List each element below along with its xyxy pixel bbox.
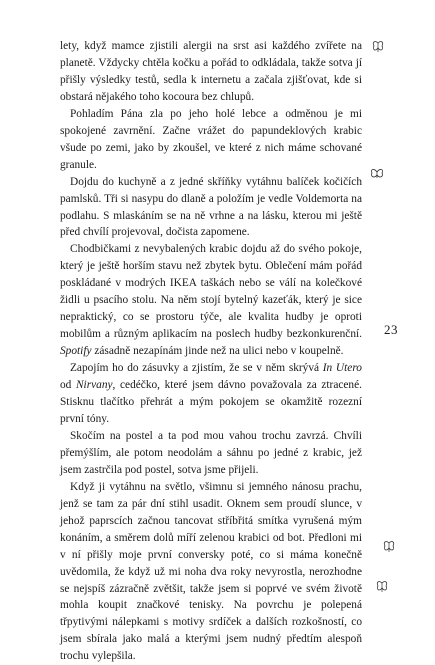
paragraph: Chodbičkami z nevybalených krabic dojdu až do svého pokoje, který je ještě horším stavu než zbytek bytu. Oblečení mám pořád poskládané v modrých IKEA taškách nebo se válí na kolečkové židli u psacího stolu. Na něm stojí bytelný kazeťák, který je sice nepraktický, co se prostoru týče, ale kvalita hudby je oproti mobilům a různým aplikacím na poslech hudby bezkonkurenční. Spotify zásadně nezapínám jinde než na ulici nebo v koupelně. — [60, 243, 362, 358]
paragraph: Zapojím ho do zásuvky a zjistím, že se v něm skrývá In Utero od Nirvany, cedéčko, které jsem dávno považovala za ztracené. Stisknu tlačítko přehrát a mým pokojem se okamžitě rozezní první tóny. — [60, 362, 362, 425]
page-number: 23 — [384, 322, 398, 337]
butterfly-icon — [376, 580, 388, 594]
butterfly-icon — [372, 40, 384, 54]
paragraph: Když ji vytáhnu na světlo, všimnu si jemného nánosu prachu, jenž se tam za pár dní stihl usadit. Oknem sem proudí slunce, v jehož paprscích začnou tancovat stříbřitá smítka vyrušená mým konáním, a směrem dolů míří zelenou krabici od bot. Předloni mi v ní přišly moje první conversky poté, co si máma konečně uvědomila, že když už mi noha dva roky nevyrostla, nerozhodne se nejspíš zázračně zvětšit, takže jsem si poprvé ve svém životě mohla koupit značkové tenisky. Na povrchu je polepená třpytivými nálepkami s motivy srdíček a dalších rozkošností, co jsem sbírala jako malá a kterými jsem nudný předtím alespoň trochu vylepšila. — [60, 480, 362, 663]
body-text — [60, 38, 362, 665]
paragraph: Skočím na postel a ta pod mou vahou trochu zavrzá. Chvíli přemýšlím, ale potom neodolám a sáhnu po jedné z krabic, jež jsem zastrčila pod postel, sotva jsme přijeli. — [60, 429, 362, 476]
paragraph: Pohladím Pána zla po jeho holé lebce a odměnou je mi spokojené zavrnění. Začne vrážet do papundeklových krabic všude po zemi, jako by zkoušel, ve které z nich máme schované granule. — [60, 107, 362, 171]
butterfly-icon — [370, 168, 384, 180]
paragraph: lety, když mamce zjistili alergii na srst asi každého zvířete na planetě. Vždycky chtěla kočku a pořád to odkládala, takže sotva jí přišly výsledky testů, sedla k internetu a začala zjišťovat, kde si obstará nějakého toho kocoura bez chlupů. — [60, 40, 362, 103]
paragraph: Dojdu do kuchyně a z jedné skříňky vytáhnu balíček kočičích pamlsků. Tři si nasypu do dlaně a položím je vedle Voldemorta na podlahu. S mlaskáním se na ně vrhne a na lásku, kterou mi ještě před chvílí projevoval, dočista zapomene. — [60, 175, 362, 239]
butterfly-icon — [383, 540, 395, 554]
